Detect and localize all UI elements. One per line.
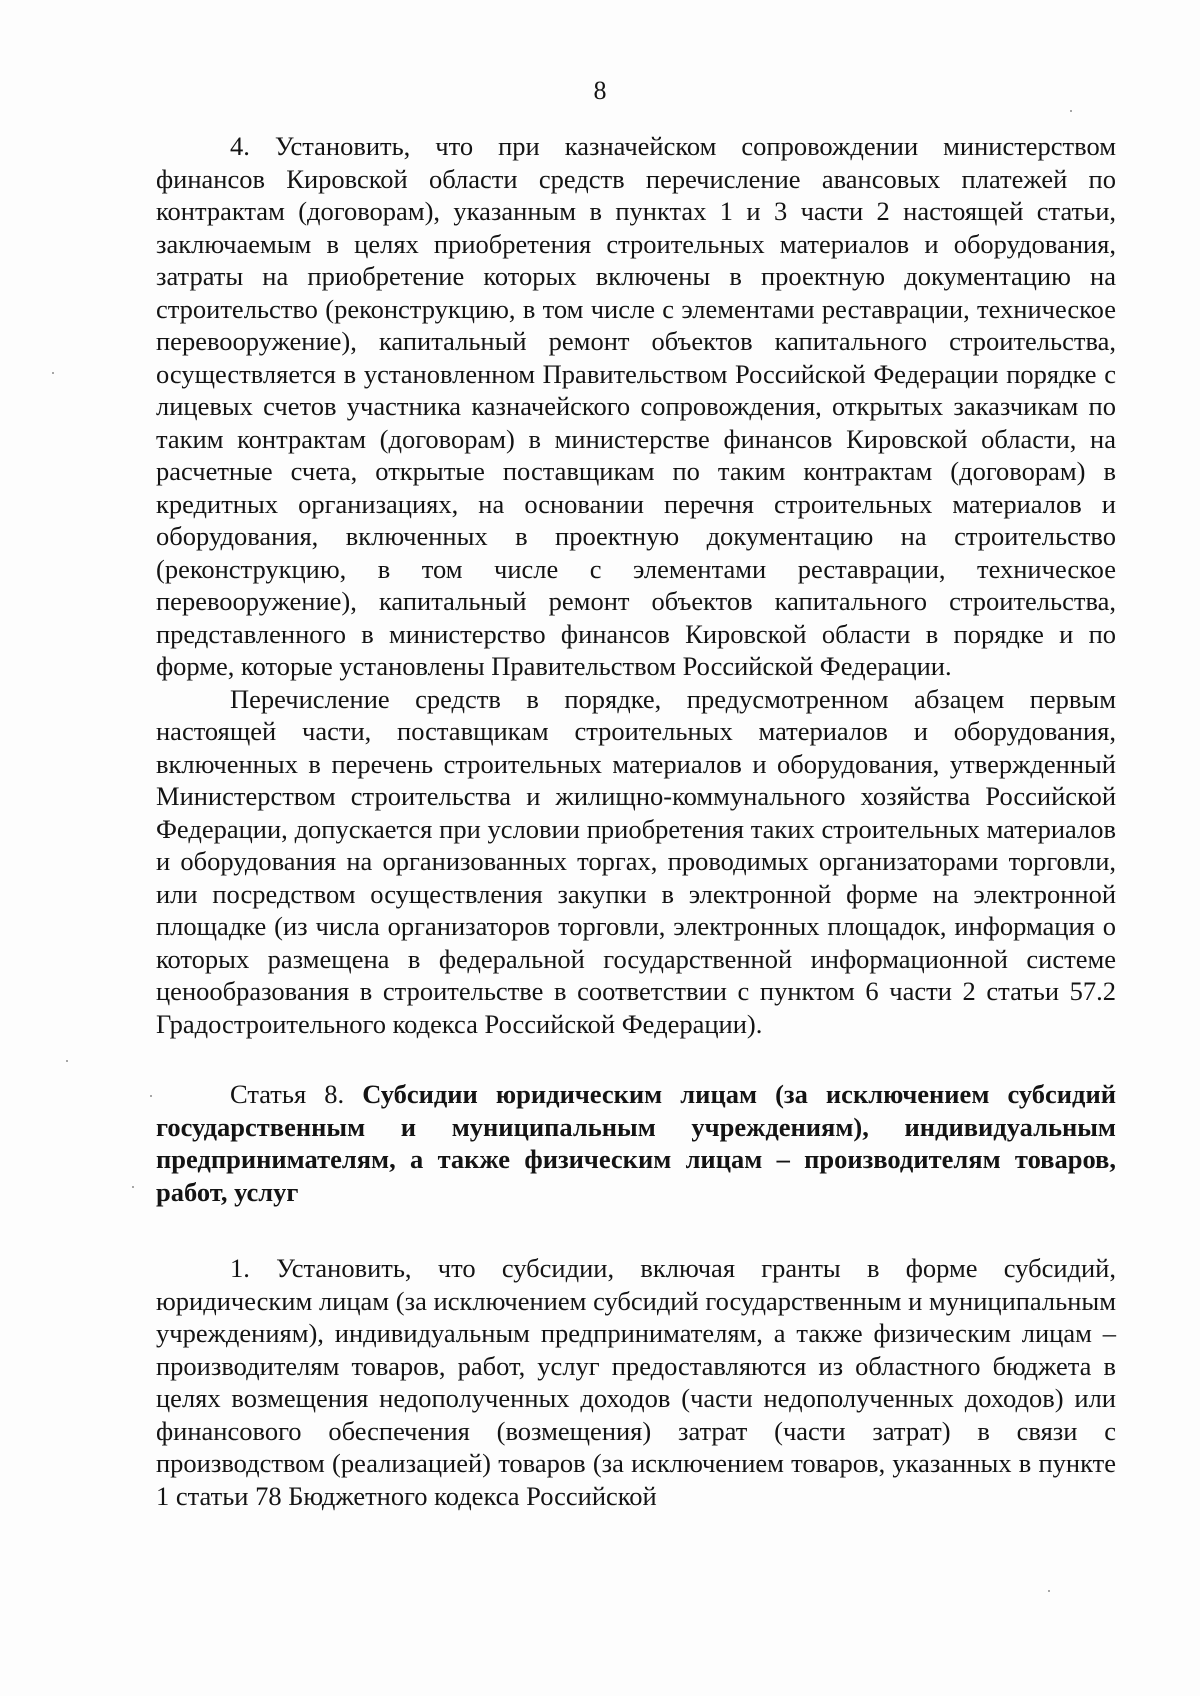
paragraph-transfer-conditions: Перечисление средств в порядке, предусмотренном абзацем первым настоящей части, поставщикам строительных материалов и оборудования, включенных в перечень строительных материалов и оборудования, утвержденный Министерством строительства и жилищно-коммунального хозяйства Российской Федерации, допускается при условии приобретения таких строительных материалов и оборудования на организованных торгах, проводимых организаторами торговли, или посредством осуществления закупки в электронной форме на электронной площадке (из числа организаторов торговли, электронных площадок, информация о которых размещена в федеральной государственной информационной системе ценообразования в строительстве в соответствии с пунктом 6 части 2 статьи 57.2 Градостроительного кодекса Российской Федерации). xyxy=(156,683,1116,1039)
page-number: 8 xyxy=(593,76,607,105)
scan-speck xyxy=(132,1186,134,1188)
article-label: Статья 8. xyxy=(230,1079,363,1109)
article-title xyxy=(156,1078,1116,1208)
scan-speck xyxy=(150,1095,152,1097)
scan-speck xyxy=(1048,1590,1050,1592)
scan-speck xyxy=(52,372,54,374)
paragraph-article-item-1: 1. Установить, что субсидии, включая гранты в форме субсидий, юридическим лицам (за исключением субсидий государственным и муниципальным учреждениям), индивидуальным предпринимателям, а также физическим лицам – производителям товаров, работ, услуг предоставляются из областного бюджета в целях возмещения недополученных доходов (части недополученных доходов) или финансового обеспечения (возмещения) затрат (части затрат) в связи с производством (реализацией) товаров (за исключением товаров, указанных в пункте 1 статьи 78 Бюджетного кодекса Российской xyxy=(156,1253,1116,1511)
scan-speck xyxy=(1070,110,1072,112)
scan-speck xyxy=(66,1060,68,1062)
paragraph-item-4: 4. Установить, что при казначейском сопровождении министерством финансов Кировской области средств перечисление авансовых платежей по контрактам (договорам), указанным в пунктах 1 и 3 части 2 настоящей статьи, заключаемым в целях приобретения строительных материалов и оборудования, затраты на приобретение которых включены в проектную документацию на строительство (реконструкцию, в том числе с элементами реставрации, техническое перевооружение), капитальный ремонт объектов капитального строительства, осуществляется в установленном Правительством Российской Федерации порядке с лицевых счетов участника казначейского сопровождения, открытых заказчикам по таким контрактам (договорам) в министерстве финансов Кировской области, на расчетные счета, открытые поставщикам по таким контрактам (договорам) в кредитных организациях, на основании перечня строительных материалов и оборудования, включенных в проектную документацию на строительство (реконструкцию, в том числе с элементами реставрации, техническое перевооружение), капитальный ремонт объектов капитального строительства, представленного в министерство финансов Кировской области в порядке и по форме, которые установлены Правительством Российской Федерации. xyxy=(156,131,1116,681)
document-body xyxy=(156,130,1116,1512)
article-heading: Субсидии юридическим лицам (за исключением субсидий государственным и муниципальным учреждениям), индивидуальным предпринимателям, а также физическим лицам – производителям товаров, работ, услуг xyxy=(156,1079,1116,1207)
